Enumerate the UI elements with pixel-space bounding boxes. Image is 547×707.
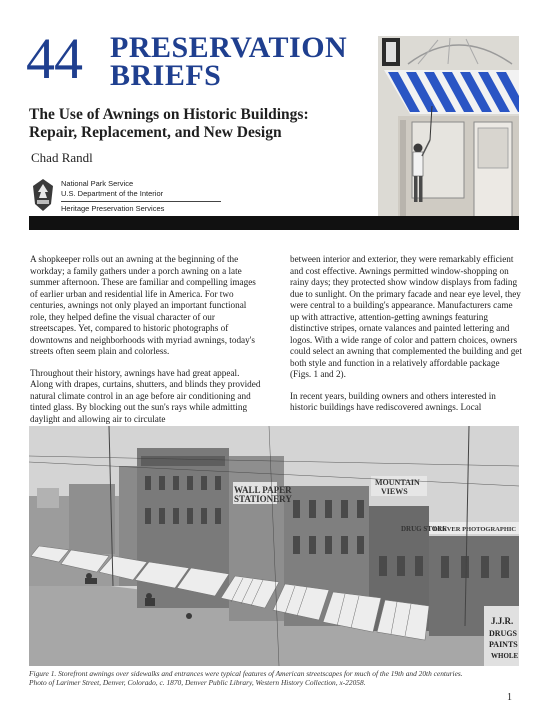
brief-number: 44 (26, 26, 82, 91)
agency-line-1: National Park Service (61, 179, 134, 188)
body-column-right (290, 254, 522, 424)
agency-divider (61, 201, 221, 202)
title-line-2: Repair, Replacement, and New Design (29, 124, 282, 141)
sign-paints: PAINTS (489, 640, 518, 649)
paragraph: In recent years, building owners and others interested in historic buildings have rediscovered awnings. Local (290, 390, 496, 412)
caption-line-1: Figure 1. Storefront awnings over sidewalks and entrances were typical features of American streetscapes for much of the 19th and 20th centuries. (29, 669, 463, 678)
agency-line-2: U.S. Department of the Interior (61, 189, 164, 198)
masthead-word-preservation: PRESERVATION (110, 31, 348, 64)
sign-wallpaper: WALL PAPER (234, 485, 292, 495)
page-number: 1 (507, 692, 512, 703)
sign-jjr: J.J.R. (491, 616, 514, 626)
figure-1-photo (29, 426, 519, 666)
title-line-1: The Use of Awnings on Historic Buildings: (29, 106, 309, 123)
figure-caption (29, 669, 524, 687)
paragraph: between interior and exterior, they were remarkably efficient and cost effective. Awnings permitted window-shopping on rainy days; they protected show window displays from fading due to sunlight. On the primary facade and near eye level, they were central to a building's appearance. Manufacturers came up with attractive, attention-getting awnings featuring distinctive stripes, ornate valances and painted lettering and logos. With a wide range of color and pattern choices, owners could select an awning that complemented the building and get both style and function in a relatively affordable package (Figs. 1 and 2). (290, 254, 522, 379)
document-title (29, 106, 369, 142)
masthead (26, 26, 366, 92)
nps-arrowhead-icon (31, 178, 55, 212)
sign-views: VIEWS (381, 487, 408, 496)
agency-text (61, 179, 163, 199)
agency-line-3: Heritage Preservation Services (61, 204, 165, 213)
body-column-left (30, 254, 262, 435)
sign-mountain: MOUNTAIN (375, 478, 420, 487)
caption-line-2: Photo of Larimer Street, Denver, Colorado, c. 1870, Denver Public Library, Western History Collection, x-22058. (29, 678, 366, 687)
cover-photo (378, 36, 519, 220)
sign-drug-store: DRUG STORE (401, 525, 447, 533)
author: Chad Randl (31, 150, 93, 165)
paragraph: Throughout their history, awnings have had great appeal. Along with drapes, curtains, shutters, and blinds they provided natural climate control in an age before air conditioning and tinted glass. By blocking out the sun's rays while admitting daylight and allowing air to circulate (30, 367, 261, 424)
agency-block (31, 176, 291, 216)
sign-denver-photographic: DENVER PHOTOGRAPHIC (433, 526, 517, 533)
paragraph: A shopkeeper rolls out an awning at the beginning of the workday; a family gathers under a porch awning on a late summer afternoon. These are familiar and compelling images of earlier urban and residential life in America. For two centuries, awnings not only played an important functional role, they helped define the visual character of our streetscapes. Yet, compared to historic photographs of downtowns and neighborhoods with myriad awnings, today's streets often seem plain and colorless. (30, 254, 256, 356)
sign-drugs: DRUGS (489, 629, 518, 638)
sign-stationery: STATIONERY (234, 494, 292, 504)
sign-wholesale: WHOLE (491, 652, 519, 660)
header-divider-band (29, 216, 519, 230)
masthead-word-briefs: BRIEFS (110, 59, 222, 92)
